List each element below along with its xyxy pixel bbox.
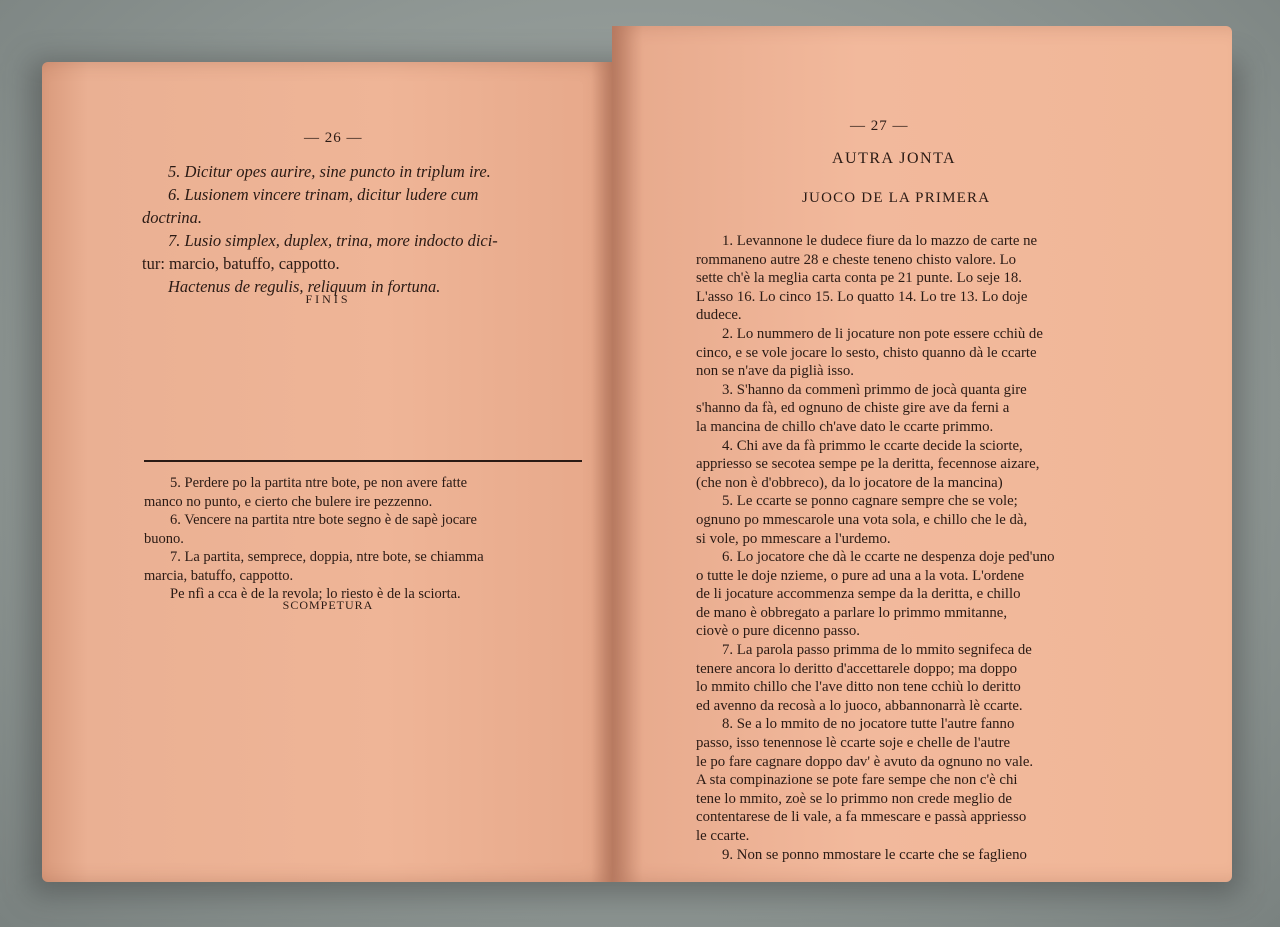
footnote-line: manco no punto, e cierto che bulere ire pezzenno. bbox=[144, 493, 433, 510]
footnote-line: 7. La partita, semprece, doppia, ntre bote, se chiamma bbox=[170, 549, 484, 565]
text-line: s'hanno da fà, ed ognuno de chiste gire ave da ferni a bbox=[696, 400, 1010, 417]
right-page bbox=[612, 26, 1232, 882]
text-line: tene lo mmito, zoè se lo primmo non crede meglio de bbox=[696, 790, 1012, 807]
left-page bbox=[42, 62, 614, 882]
text-line: ed avenno da recosà a lo juoco, abbannonarrà lè ccarte. bbox=[696, 697, 1023, 714]
footnote-line: 5. Perdere po la partita ntre bote, pe non avere fatte bbox=[170, 475, 468, 491]
text-line: 5. Dicitur opes aurire, sine puncto in triplum ire. bbox=[168, 162, 491, 181]
text-line: cinco, e se vole jocare lo sesto, chisto quanno dà le ccarte bbox=[696, 344, 1037, 361]
footnote-line: buono. bbox=[144, 530, 184, 547]
text-line: 5. Le ccarte se ponno cagnare sempre che se vole; bbox=[722, 493, 1018, 510]
latin-rules-text bbox=[142, 160, 582, 298]
text-line: doctrina. bbox=[142, 208, 203, 227]
page-number-27: — 27 — bbox=[850, 118, 909, 134]
text-line: tur: marcio, batuffo, cappotto. bbox=[142, 254, 340, 273]
text-line: 3. S'hanno da commenì primmo de jocà quanta gire bbox=[722, 381, 1027, 398]
footnote-line: marcia, batuffo, cappotto. bbox=[144, 567, 294, 584]
text-line: 4. Chi ave da fà primmo le ccarte decide la sciorte, bbox=[722, 437, 1023, 454]
text-line: non se n'ave da piglià isso. bbox=[696, 363, 855, 380]
text-line: de mano è obbregato a parlare lo primmo mmitanne, bbox=[696, 604, 1008, 621]
text-line: appriesso se secotea sempe pe la deritta, fecennose aizare, bbox=[696, 456, 1040, 473]
text-line: passo, isso tenennose lè ccarte soje e chelle de l'autre bbox=[696, 735, 1011, 752]
footnote-line: 6. Vencere na partita ntre bote segno è de sapè jocare bbox=[170, 512, 477, 528]
text-line: 2. Lo nummero de li jocature non pote essere cchiù de bbox=[722, 325, 1043, 342]
text-line: ognuno po mmescarole una vota sola, e chillo che le dà, bbox=[696, 511, 1028, 528]
text-line: ciovè o pure dicenno passo. bbox=[696, 623, 860, 640]
text-line: contentarese de li vale, a fa mmescare e passà appriesso bbox=[696, 809, 1027, 826]
section-subtitle bbox=[802, 190, 990, 207]
text-line: 6. Lusionem vincere trinam, dicitur ludere cum bbox=[168, 185, 479, 204]
text-line: o tutte le doje nzieme, o pure ad una a la vota. L'ordene bbox=[696, 567, 1025, 584]
text-line: 9. Non se ponno mmostare le ccarte che se faglieno bbox=[722, 846, 1027, 863]
text-line: la mancina de chillo ch'ave dato le ccarte primmo. bbox=[696, 418, 994, 435]
text-line: tenere ancora lo deritto d'accettarele doppo; ma doppo bbox=[696, 660, 1018, 677]
section-title: AUTRA JONTA bbox=[832, 150, 957, 167]
text-line: de li jocature accommenza sempe da la deritta, e chillo bbox=[696, 586, 1021, 603]
text-line: Hactenus de regulis, reliquum in fortuna. bbox=[168, 277, 441, 296]
text-line: 6. Lo jocatore che dà le ccarte ne despenza doje ped'uno bbox=[722, 549, 1055, 566]
scompetura-label: SCOMPETURA bbox=[282, 598, 374, 612]
footnote-line: Pe nfì a cca è de la revola; lo riesto è de la sciorta. bbox=[170, 586, 461, 602]
text-line: A sta compinazione se pote fare sempe che non c'è chi bbox=[696, 772, 1018, 789]
footnotes bbox=[144, 474, 584, 604]
text-line: le po fare cagnare doppo dav' è avuto da ognuno no vale. bbox=[696, 753, 1034, 770]
text-line: dudece. bbox=[696, 307, 742, 324]
text-line: 1. Levannone le dudece fiure da lo mazzo de carte ne bbox=[722, 233, 1038, 249]
text-line: L'asso 16. Lo cinco 15. Lo quatto 14. Lo tre 13. Lo doje bbox=[696, 288, 1028, 305]
text-line: lo mmito chillo che l'ave ditto non tene cchiù lo deritto bbox=[696, 679, 1021, 696]
text-line: (che non è d'obbreco), da lo jocatore de la mancina) bbox=[696, 474, 1003, 491]
text-line: si vole, po mmescare a l'urdemo. bbox=[696, 530, 891, 547]
primera-rules-text bbox=[696, 232, 1142, 864]
page-number-26: — 26 — bbox=[304, 130, 363, 146]
text-line: rommaneno autre 28 e cheste teneno chisto valore. Lo bbox=[696, 251, 1017, 268]
text-line: sette ch'è la meglia carta conta pe 21 punte. Lo seje 18. bbox=[696, 270, 1023, 287]
text-line: 7. Lusio simplex, duplex, trina, more indocto dici- bbox=[168, 231, 498, 250]
footnote-divider bbox=[144, 460, 582, 462]
subtitle-text: JUOCO DE LA PRIMERA bbox=[802, 190, 991, 206]
text-line: le ccarte. bbox=[696, 828, 750, 844]
finis-label: FINIS bbox=[305, 292, 351, 306]
text-line: 8. Se a lo mmito de no jocatore tutte l'autre fanno bbox=[722, 716, 1015, 733]
text-line: 7. La parola passo primma de lo mmito segnifeca de bbox=[722, 642, 1032, 659]
